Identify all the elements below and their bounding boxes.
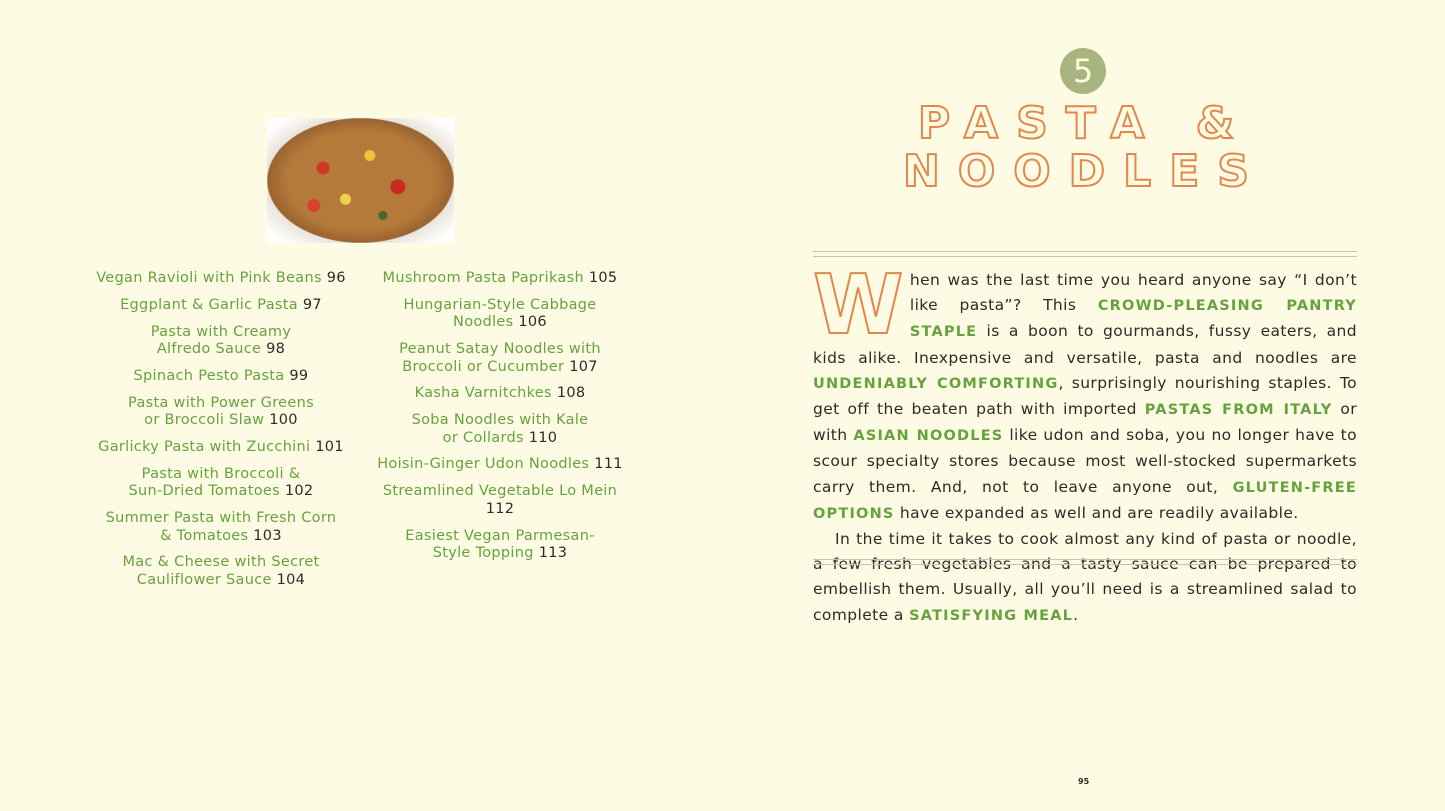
intro-text: When was the last time you heard anyone say “I don’t like pasta”? This CROWD-PLEASING PANTRY STAPLE is a boon to gourmands, fussy eaters, and kids alike. Inexpensive and versatile, pasta and noodles are UNDENIABLY COMFORTING, surprisingly nourishing staples. To get off the beaten path with imported PASTAS FROM ITALY or with ASIAN NOODLES like udon and soba, you no longer have to scour specialty stores because most well-stocked supermarkets carry them. And, not to leave anyone out, GLUTEN-FREE OPTIONS have expanded as well and are readily available. In the time it takes to cook almost any kind of pasta or noodle, a few fresh vegetables and a tasty sauce can be prepared to embellish them. Usually, all you’ll need is a streamlined salad to complete a SATISFYING MEAL.	[813, 268, 1357, 629]
toc-left-column	[96, 270, 346, 599]
toc-entry[interactable]: Streamlined Vegetable Lo Mein 112	[382, 483, 618, 517]
highlight-phrase: UNDENIABLY COMFORTING	[813, 375, 1059, 392]
toc-entry[interactable]: Mushroom Pasta Paprikash 105	[382, 270, 618, 286]
intro-paragraph-2: In the time it takes to cook almost any kind of pasta or noodle, a few fresh vegetables and a tasty sauce can be prepared to embellish them. Usually, all you’ll need is a streamlined salad to complete a SATISFYING MEAL.	[813, 530, 1357, 624]
page-number: 95	[1078, 777, 1090, 786]
toc-entry[interactable]: Eggplant & Garlic Pasta 97	[120, 296, 322, 313]
chapter-title: PASTA & NOODLES	[903, 98, 1267, 197]
highlight-phrase: CROWD-PLEASING PANTRY STAPLE	[909, 298, 1357, 341]
divider-rule	[813, 251, 1357, 257]
toc-entry[interactable]: Mac & Cheese with Secret Cauliflower Sauce 104	[122, 554, 320, 588]
toc-entry[interactable]: Hoisin-Ginger Udon Noodles 111	[377, 456, 623, 473]
drop-cap: W	[813, 258, 904, 353]
toc-entry[interactable]: Spinach Pesto Pasta 99	[133, 367, 309, 384]
toc-entry[interactable]: Pasta with Creamy Alfredo Sauce 98	[150, 323, 292, 358]
toc-entry[interactable]: Pasta with Broccoli & Sun-Dried Tomatoes 102	[128, 465, 314, 500]
toc-entry[interactable]: Summer Pasta with Fresh Corn & Tomatoes 103	[105, 510, 337, 544]
toc-entry[interactable]: Vegan Ravioli with Pink Beans 96	[96, 270, 346, 286]
chapter-number-badge: 5	[1060, 48, 1106, 94]
toc-entry[interactable]: Pasta with Power Greens or Broccoli Slaw 100	[128, 394, 314, 429]
highlight-phrase: PASTAS FROM ITALY	[1144, 402, 1333, 419]
highlight-phrase: ASIAN NOODLES	[853, 428, 1004, 445]
divider-rule	[813, 559, 1357, 565]
toc-entry[interactable]: Garlicky Pasta with Zucchini 101	[98, 438, 344, 455]
pasta-photo	[267, 118, 454, 243]
highlight-phrase: SATISFYING MEAL	[909, 607, 1074, 624]
highlight-phrase: GLUTEN-FREE OPTIONS	[813, 479, 1357, 522]
toc-right-column	[372, 270, 628, 572]
toc-entry[interactable]: Kasha Varnitchkes 108	[414, 385, 586, 402]
toc-entry[interactable]: Hungarian-Style Cabbage Noodles 106	[403, 296, 597, 331]
toc-entry[interactable]: Easiest Vegan Parmesan- Style Topping 113	[405, 527, 595, 562]
toc-entry[interactable]: Peanut Satay Noodles with Broccoli or Cucumber 107	[399, 341, 601, 375]
toc-entry[interactable]: Soba Noodles with Kale or Collards 110	[411, 412, 589, 446]
